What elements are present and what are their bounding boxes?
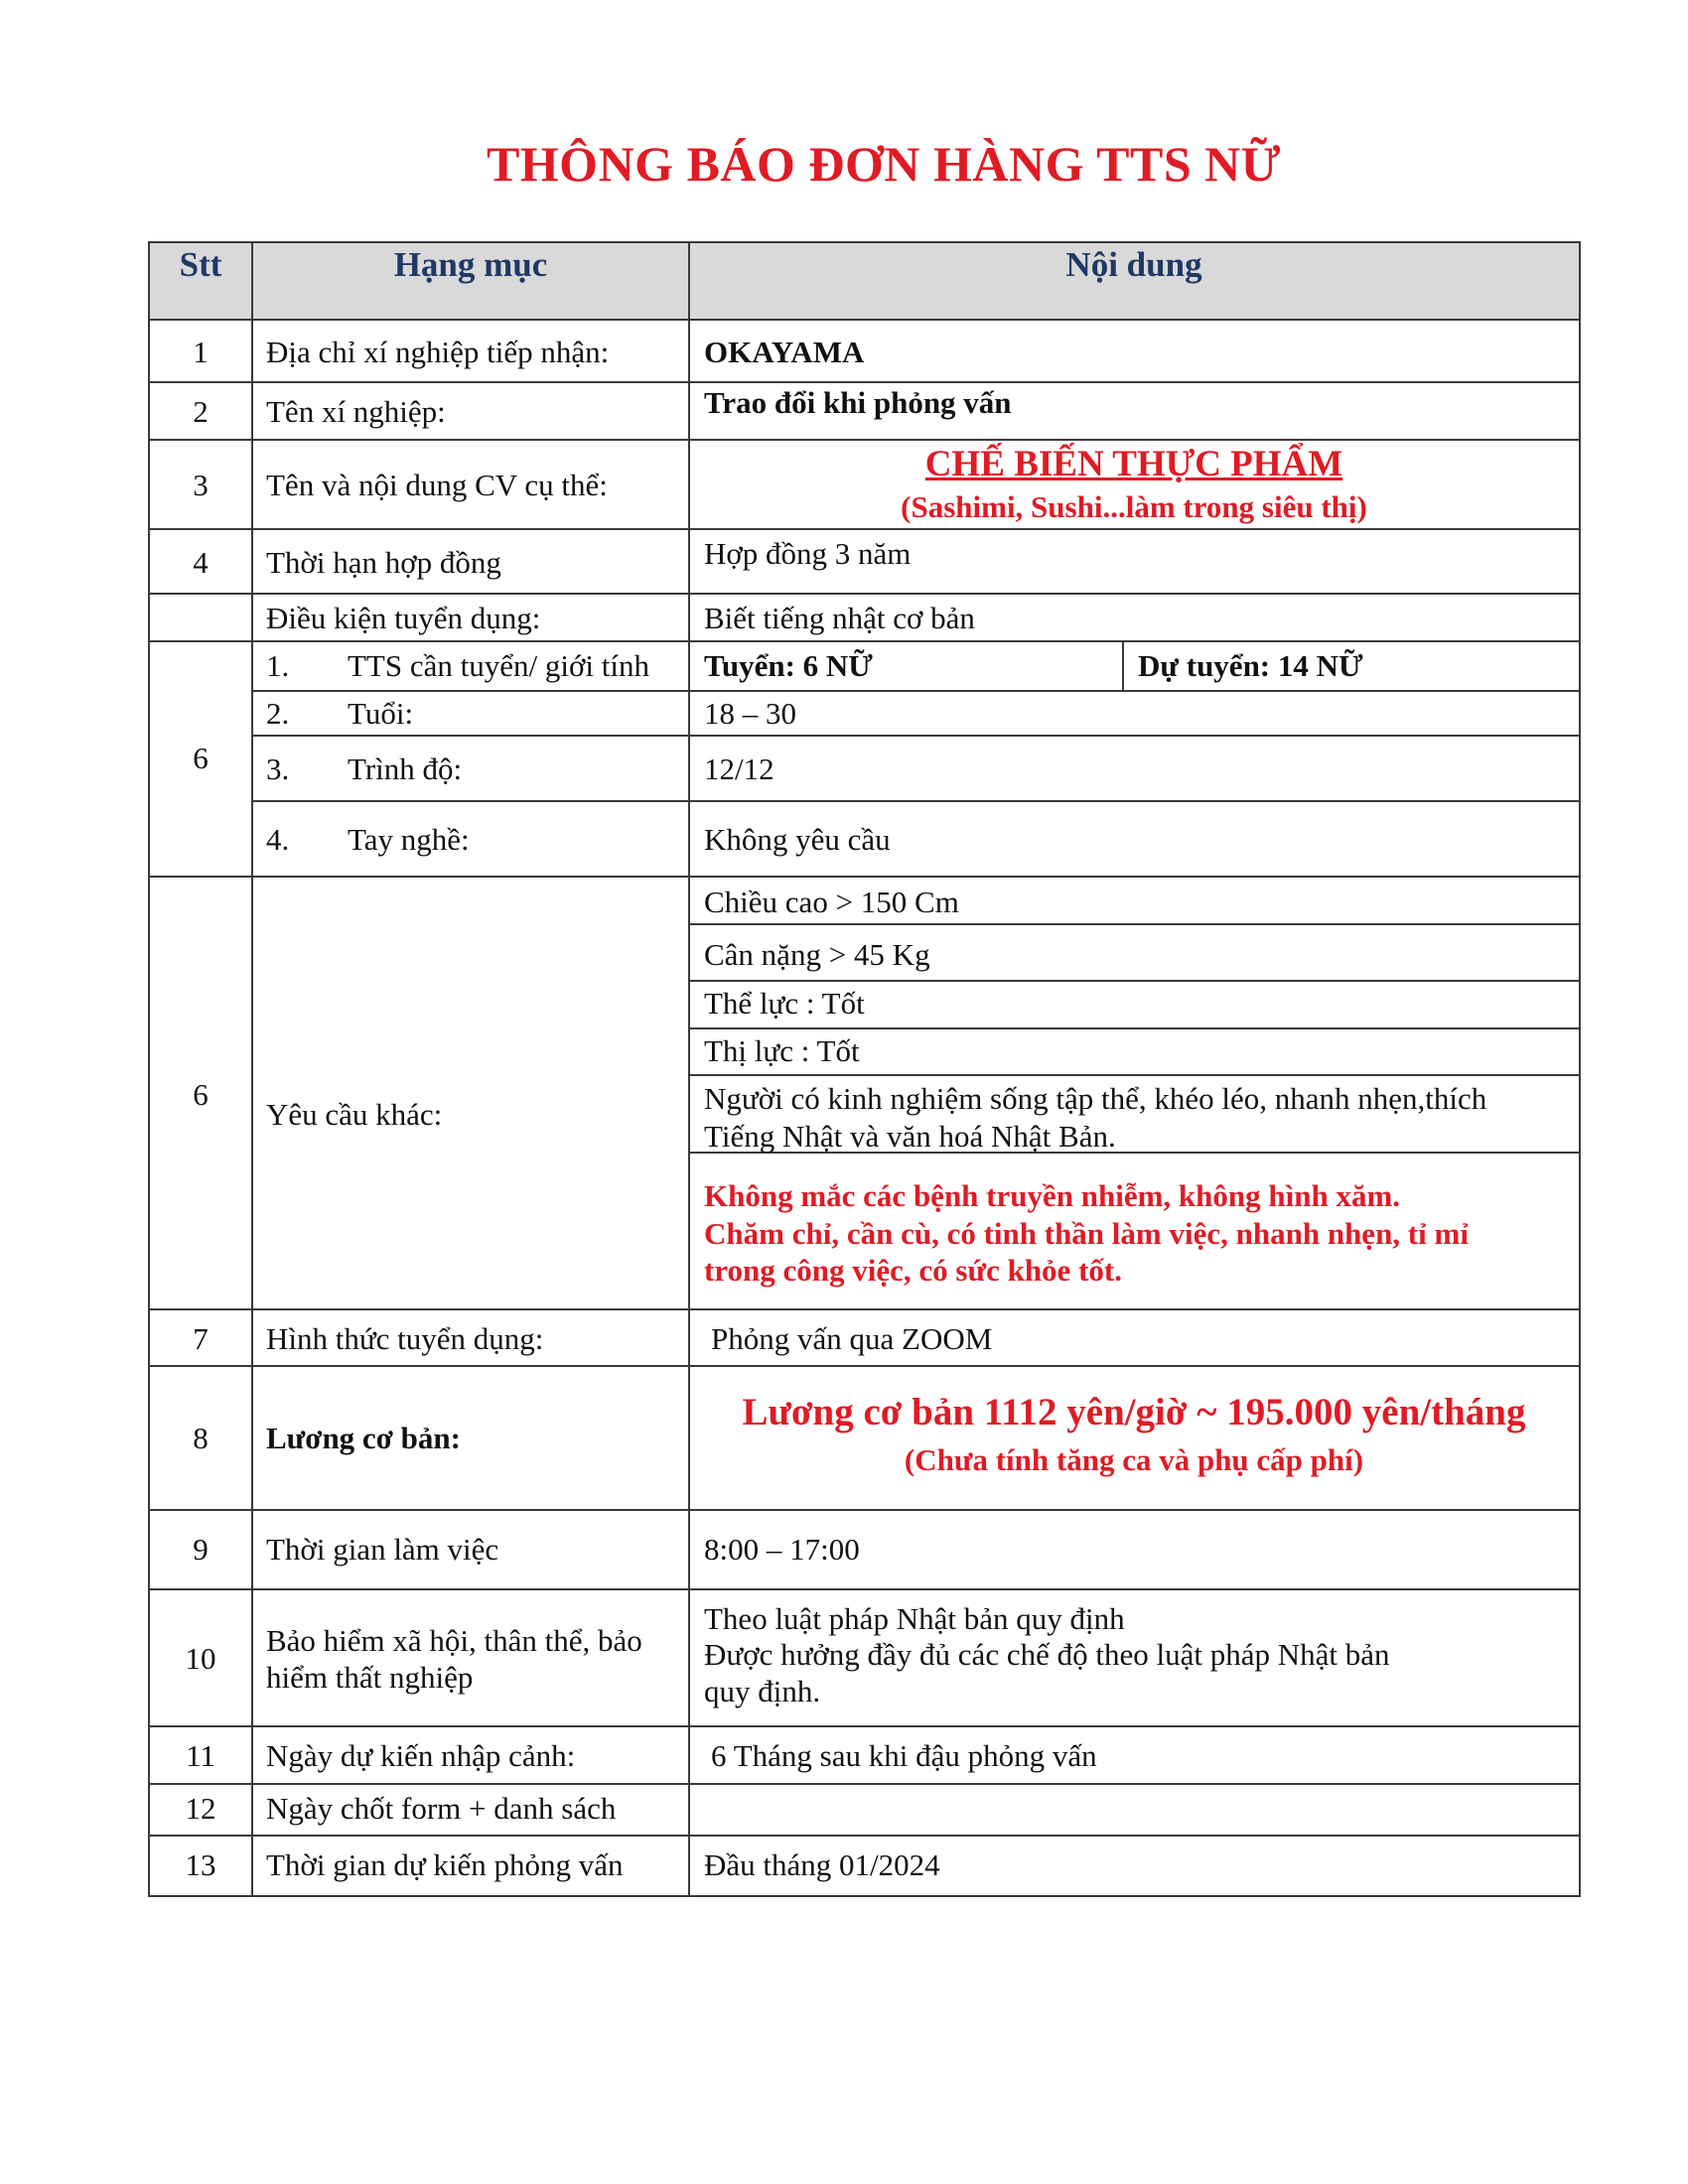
row-11-label: Ngày dự kiến nhập cảnh: [266,1738,576,1773]
row-6-stt: 6 [193,1077,209,1112]
header-content: Nội dung [1065,245,1202,284]
row-10-value-line-3: quy định. [704,1674,821,1708]
row-9-stt: 9 [193,1532,209,1567]
row-13-value: Đầu tháng 01/2024 [704,1847,940,1882]
row-3-value-detail: (Sashimi, Sushi...làm trong siêu thị) [901,489,1367,524]
sub-item-3-number: 3. [266,751,290,786]
row-1-value: OKAYAMA [704,335,865,369]
row-6-red-line-3: trong công việc, có sức khỏe tốt. [704,1253,1122,1288]
row-6-item-experience-cont: Tiếng Nhật và văn hoá Nhật Bản. [704,1119,1116,1154]
sub-item-1-label: TTS cần tuyển/ giới tính [348,648,649,683]
sub-item-4-number: 4. [266,822,290,857]
row-10-value-line-2: Được hưởng đầy đủ các chế độ theo luật pháp Nhật bản [704,1637,1390,1672]
sub-item-2-number: 2. [266,696,290,731]
row-13-stt: 13 [185,1847,216,1882]
row-1-label: Địa chỉ xí nghiệp tiếp nhận: [266,335,610,369]
row-5-sub-stt: 6 [193,741,209,775]
row-8-value-salary: Lương cơ bản 1112 yên/giờ ~ 195.000 yên/tháng [742,1391,1526,1433]
row-3-value-title: CHẾ BIẾN THỰC PHẨM [924,444,1343,484]
sub-item-1-value: Tuyển: 6 NỮ [704,648,873,683]
row-7-label: Hình thức tuyển dụng: [266,1321,544,1356]
sub-item-4-label: Tay nghề: [348,822,470,857]
row-8-value-note: (Chưa tính tăng ca và phụ cấp phí) [904,1442,1364,1477]
row-10-stt: 10 [185,1641,216,1676]
sub-item-3-value: 12/12 [704,751,774,786]
page-title: THÔNG BÁO ĐƠN HÀNG TTS NỮ [486,136,1282,192]
row-8-label: Lương cơ bản: [266,1421,461,1455]
row-4-stt: 4 [193,545,209,580]
row-9-value: 8:00 – 17:00 [704,1532,860,1567]
row-2-label: Tên xí nghiệp: [266,394,446,429]
row-6-item-weight: Cân nặng > 45 Kg [704,937,930,972]
row-10-label-line-1: Bảo hiểm xã hội, thân thể, bảo [266,1623,642,1658]
sub-item-2-label: Tuổi: [348,696,414,731]
row-6-item-height: Chiều cao > 150 Cm [704,885,959,919]
header-category: Hạng mục [393,245,548,284]
row-11-value: 6 Tháng sau khi đậu phỏng vấn [711,1738,1097,1773]
row-6-item-experience: Người có kinh nghiệm sống tập thể, khéo léo, nhanh nhẹn,thích [704,1081,1487,1116]
row-10-label-line-2: hiểm thất nghiệp [266,1660,474,1695]
row-3-stt: 3 [193,468,209,502]
row-1-stt: 1 [193,335,209,369]
row-4-value: Hợp đồng 3 năm [704,536,912,571]
row-10-value-line-1: Theo luật pháp Nhật bản quy định [704,1601,1125,1636]
sub-item-1-value2: Dự tuyển: 14 NỮ [1138,648,1363,683]
row-5-value: Biết tiếng nhật cơ bản [704,601,975,635]
sub-item-1-number: 1. [266,648,290,683]
row-3-label: Tên và nội dung CV cụ thể: [266,468,608,502]
row-6-red-line-2: Chăm chỉ, cần cù, có tinh thần làm việc, nhanh nhẹn, tỉ mỉ [704,1216,1469,1251]
row-2-value: Trao đổi khi phỏng vấn [704,385,1012,420]
row-6-item-eyesight: Thị lực : Tốt [704,1033,860,1068]
sub-item-2-value: 18 – 30 [704,696,796,731]
row-6-item-fitness: Thể lực : Tốt [704,986,865,1021]
row-7-value: Phỏng vấn qua ZOOM [711,1321,993,1356]
header-stt: Stt [179,245,222,284]
row-7-stt: 7 [193,1321,209,1356]
row-11-stt: 11 [186,1738,215,1773]
row-6-red-line-1: Không mắc các bệnh truyền nhiễm, không hình xăm. [704,1178,1401,1213]
row-12-stt: 12 [185,1791,216,1826]
row-13-label: Thời gian dự kiến phỏng vấn [266,1847,624,1882]
sub-item-4-value: Không yêu cầu [704,822,891,857]
row-12-label: Ngày chốt form + danh sách [266,1791,617,1826]
row-6-label: Yêu cầu khác: [266,1097,443,1132]
row-2-stt: 2 [193,394,209,429]
row-4-label: Thời hạn hợp đồng [266,545,501,580]
sub-item-3-label: Trình độ: [348,751,463,786]
row-5-label: Điều kiện tuyển dụng: [266,601,541,635]
row-8-stt: 8 [193,1421,209,1455]
row-9-label: Thời gian làm việc [266,1532,499,1567]
